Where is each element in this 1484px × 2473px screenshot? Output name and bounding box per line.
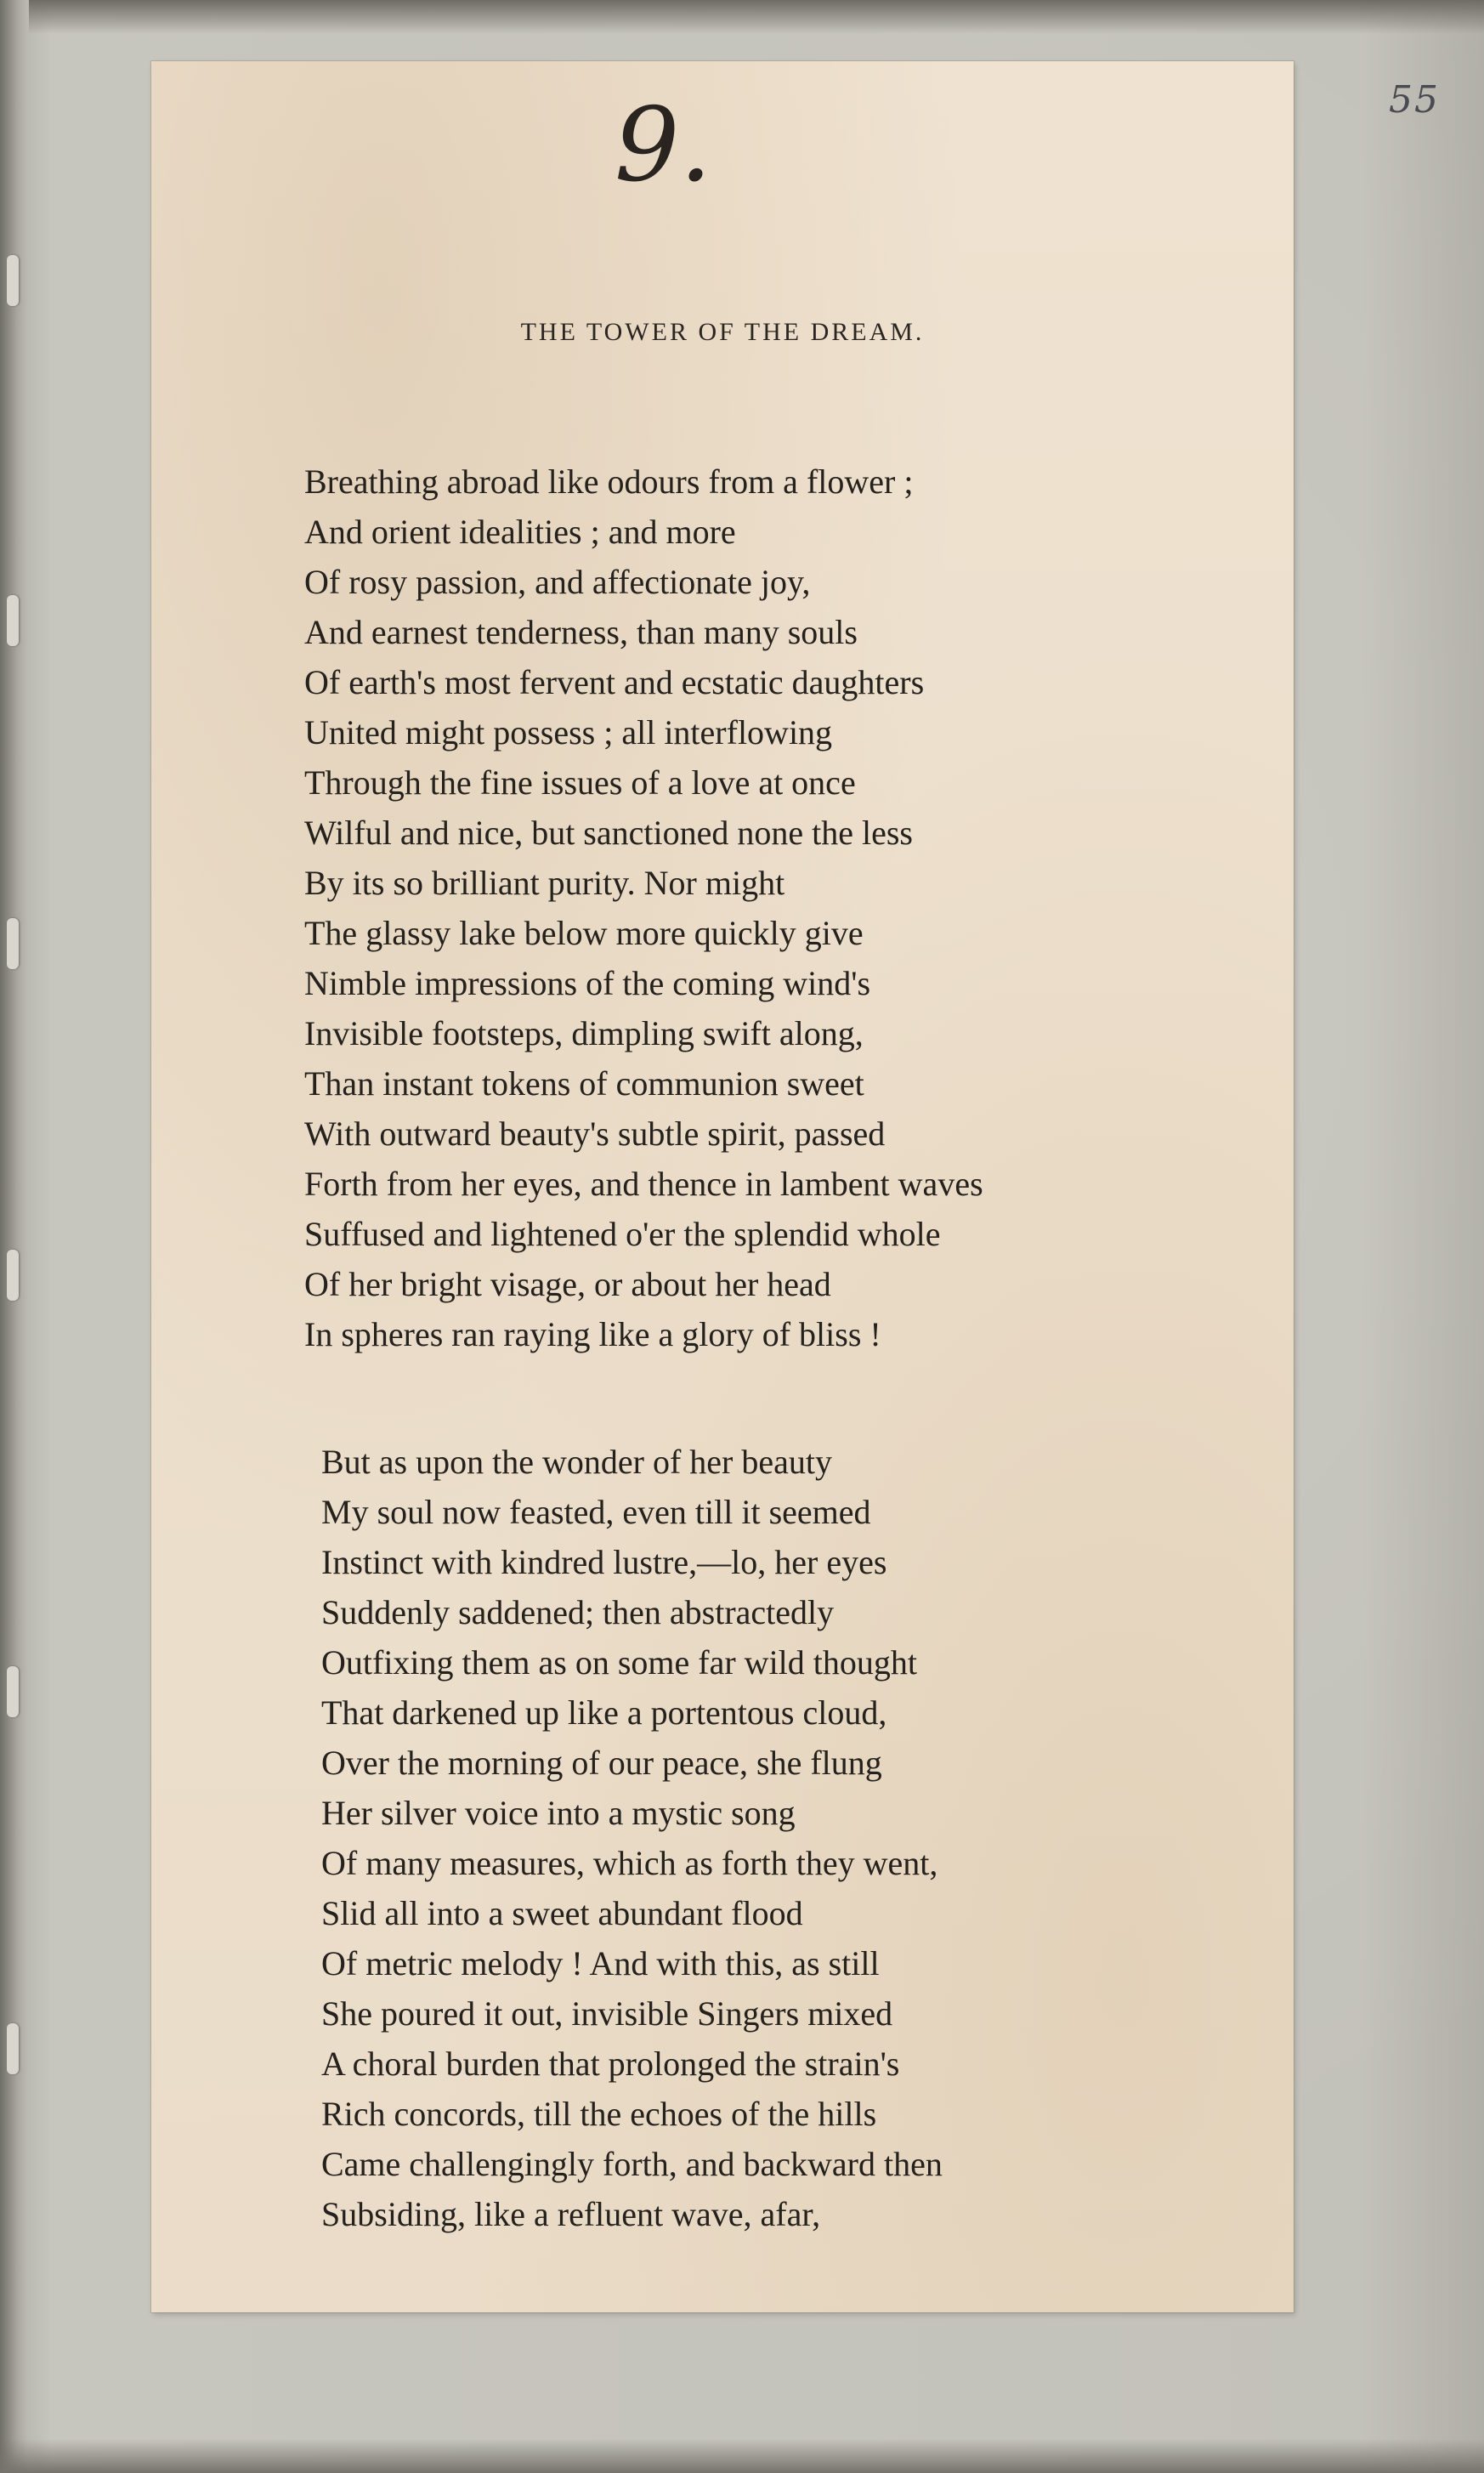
verse-line: That darkened up like a portentous cloud, (321, 1693, 887, 1732)
stanza-1 (304, 457, 983, 1359)
verse-line: Wilful and nice, but sanctioned none the less (304, 814, 913, 852)
verse-line: Her silver voice into a mystic song (321, 1794, 796, 1832)
verse-line: In spheres ran raying like a glory of bliss ! (304, 1315, 881, 1353)
verse-line: Over the morning of our peace, she flung (321, 1744, 882, 1782)
verse-line: Of her bright visage, or about her head (304, 1265, 831, 1303)
verse-line: Of earth's most fervent and ecstatic daughters (304, 663, 925, 701)
binding-stitch (7, 1666, 19, 1717)
binding-stitch (7, 1250, 19, 1301)
verse-line: And orient idealities ; and more (304, 513, 736, 551)
verse-line: Rich concords, till the echoes of the hills (321, 2095, 877, 2133)
stanza-2 (321, 1437, 943, 2239)
verse-line: A choral burden that prolonged the strain's (321, 2045, 900, 2083)
verse-line: Forth from her eyes, and thence in lambent waves (304, 1165, 983, 1203)
verse-line: Than instant tokens of communion sweet (304, 1064, 864, 1103)
page-number: 55 (1389, 78, 1440, 122)
verse-line: United might possess ; all interflowing (304, 713, 833, 752)
verse-line: Breathing abroad like odours from a flower ; (304, 462, 914, 501)
verse-line: The glassy lake below more quickly give (304, 914, 864, 952)
binding-edge (0, 0, 29, 2473)
verse-line: Of metric melody ! And with this, as still (321, 1944, 880, 1982)
running-title: THE TOWER OF THE DREAM. (520, 318, 925, 346)
binding-stitch (7, 595, 19, 646)
verse-line: Came challengingly forth, and backward then (321, 2145, 943, 2183)
verse-line: Outfixing them as on some far wild thought (321, 1643, 918, 1682)
verse-line: She poured it out, invisible Singers mixed (321, 1994, 893, 2033)
verse-line: Nimble impressions of the coming wind's (304, 964, 871, 1002)
binding-stitch (7, 255, 19, 306)
verse-line: Instinct with kindred lustre,—lo, her eyes (321, 1543, 887, 1581)
verse-line: My soul now feasted, even till it seemed (321, 1493, 871, 1531)
verse-line: Of many measures, which as forth they went, (321, 1844, 938, 1882)
verse-line: By its so brilliant purity. Nor might (304, 864, 785, 902)
verse-line: Through the fine issues of a love at once (304, 763, 856, 802)
binding-stitch (7, 918, 19, 969)
verse-line: Slid all into a sweet abundant flood (321, 1894, 803, 1932)
verse-line: Of rosy passion, and affectionate joy, (304, 563, 811, 601)
verse-line: Subsiding, like a refluent wave, afar, (321, 2195, 821, 2233)
handwritten-item-number: 9. (615, 87, 712, 205)
verse-line: With outward beauty's subtle spirit, passed (304, 1115, 886, 1153)
pasted-clipping (151, 61, 1294, 2312)
verse-line: But as upon the wonder of her beauty (321, 1443, 832, 1481)
verse-line: Invisible footsteps, dimpling swift along, (304, 1014, 864, 1052)
verse-line: Suffused and lightened o'er the splendid whole (304, 1215, 941, 1253)
verse-line: And earnest tenderness, than many souls (304, 613, 858, 651)
verse-line: Suddenly saddened; then abstractedly (321, 1593, 835, 1631)
binding-stitch (7, 2023, 19, 2074)
